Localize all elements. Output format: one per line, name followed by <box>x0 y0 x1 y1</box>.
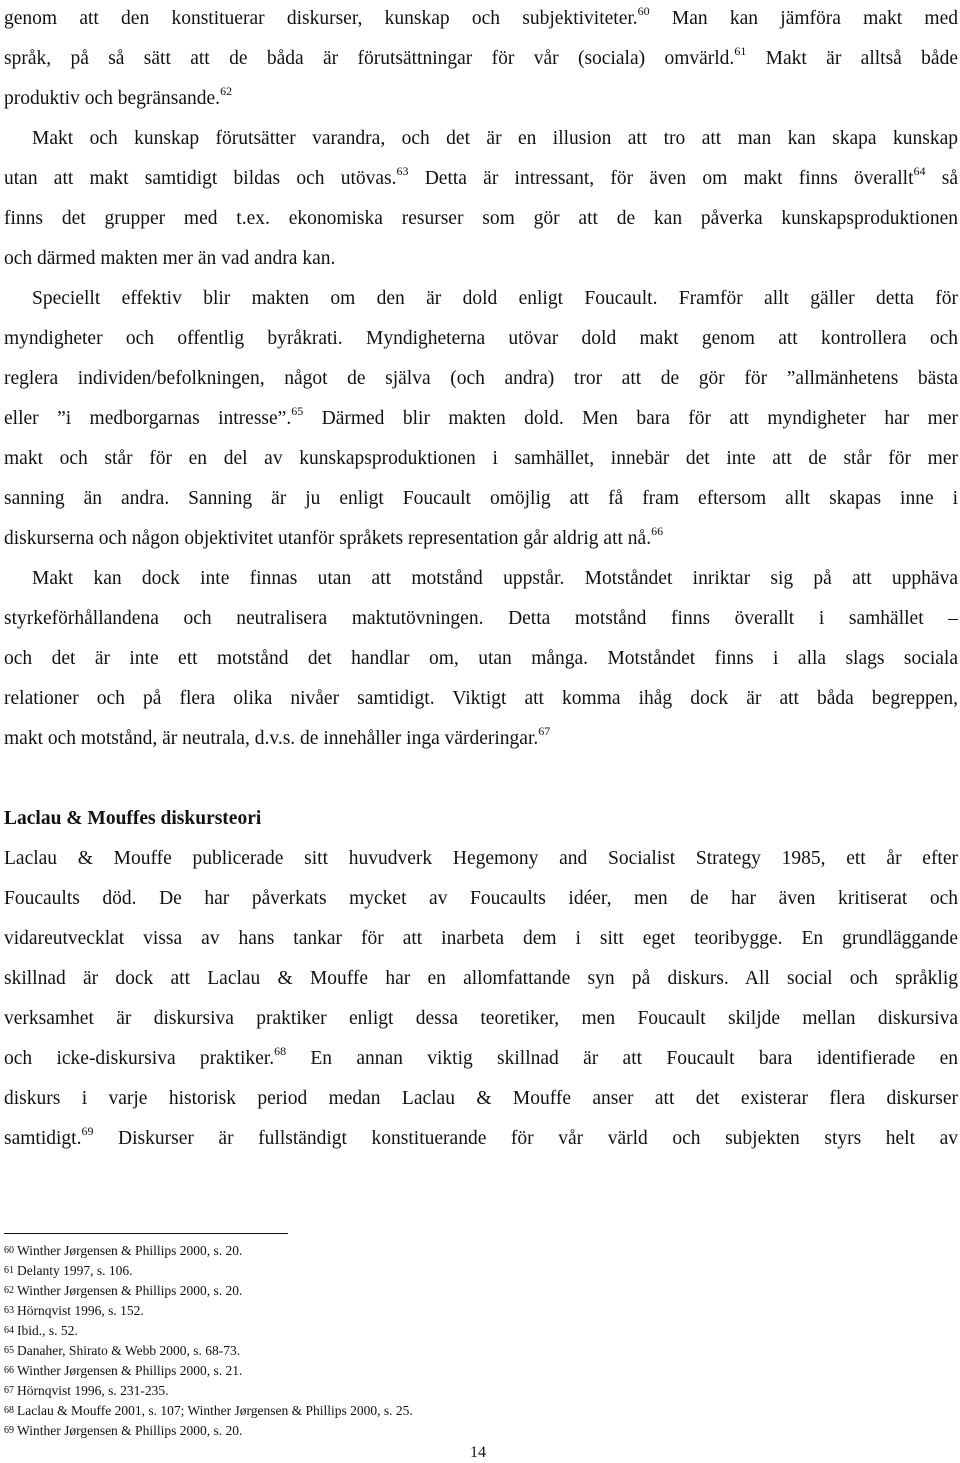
body-line: produktiv och begränsande.$^{62}$ <box>4 84 233 109</box>
footnote: 67 Hörnqvist 1996, s. 231-235. <box>4 1383 169 1398</box>
footnote: 60 Winther Jørgensen & Phillips 2000, s. 20. <box>4 1243 243 1258</box>
body-line: skillnad är dock att Laclau & Mouffe har en allomfattande syn på diskurs. All social och språklig <box>4 968 958 989</box>
section-heading: Laclau & Mouffes diskursteori <box>4 808 262 829</box>
footnote-ref[interactable]: 65 <box>291 404 304 418</box>
body-line: och det är inte ett motstånd det handlar om, utan många. Motståndet finns i alla slags sociala <box>4 648 958 669</box>
body-line: makt och motstånd, är neutrala, d.v.s. de innehåller inga värderingar.$^{67}$ <box>4 724 551 749</box>
body-line: finns det grupper med t.ex. ekonomiska resurser som gör att de kan påverka kunskapsproduktionen <box>4 208 958 229</box>
body-line: Foucaults död. De har påverkats mycket av Foucaults idéer, men de har även kritiserat och <box>4 888 958 909</box>
paragraph-first-line: Speciellt effektiv blir makten om den är dold enligt Foucault. Framför allt gäller detta för <box>32 288 958 309</box>
footnote-ref[interactable]: 66 <box>651 524 664 538</box>
body-line: vidareutvecklat vissa av hans tankar för att inarbeta dem i sitt eget teoribygge. En grundläggande <box>4 928 958 949</box>
footnote-ref[interactable]: 67 <box>538 724 551 738</box>
body-line: genom att den konstituerar diskurser, kunskap och subjektiviteter.$^{60}$ Man kan jämföra makt med <box>4 4 958 29</box>
body-line: styrkeförhållandena och neutralisera maktutövningen. Detta motstånd finns överallt i samhället – <box>4 608 958 629</box>
body-line: makt och står för en del av kunskapsproduktionen i samhället, innebär det inte att de står för mer <box>4 448 958 469</box>
footnote: 63 Hörnqvist 1996, s. 152. <box>4 1303 144 1318</box>
footnote-ref[interactable]: 64 <box>913 164 926 178</box>
footnote: 66 Winther Jørgensen & Phillips 2000, s. 21. <box>4 1363 243 1378</box>
body-line: diskurs i varje historisk period medan Laclau & Mouffe anser att det existerar flera diskurser <box>4 1088 958 1109</box>
body-line: verksamhet är diskursiva praktiker enligt dessa teoretiker, men Foucault skiljde mellan diskursiva <box>4 1008 958 1029</box>
footnote-ref[interactable]: 60 <box>637 4 650 18</box>
body-line: språk, på så sätt att de båda är förutsättningar för vår (sociala) omvärld.$^{61}$ Makt är alltså både <box>4 44 958 69</box>
footnote: 62 Winther Jørgensen & Phillips 2000, s. 20. <box>4 1283 243 1298</box>
footnote-ref[interactable]: 63 <box>396 164 409 178</box>
body-line: eller ”i medborgarnas intresse”.$^{65}$ Därmed blir makten dold. Men bara för att myndigheter har mer <box>4 404 958 429</box>
body-line: relationer och på flera olika nivåer samtidigt. Viktigt att komma ihåg dock är att båda begreppen, <box>4 688 958 709</box>
footnote: 64 Ibid., s. 52. <box>4 1323 78 1338</box>
body-line: diskurserna och någon objektivitet utanför språkets representation går aldrig att nå.$^{66}$ <box>4 524 664 549</box>
body-line: och därmed makten mer än vad andra kan. <box>4 248 336 269</box>
footnote-ref[interactable]: 68 <box>274 1044 287 1058</box>
footnote-separator <box>4 1233 288 1234</box>
footnote: 65 Danaher, Shirato & Webb 2000, s. 68-73. <box>4 1343 241 1358</box>
body-line: Laclau & Mouffe publicerade sitt huvudverk Hegemony and Socialist Strategy 1985, ett år efter <box>4 848 958 869</box>
footnote: 69 Winther Jørgensen & Phillips 2000, s. 20. <box>4 1423 243 1438</box>
footnote-ref[interactable]: 61 <box>734 44 747 58</box>
footnote: 61 Delanty 1997, s. 106. <box>4 1263 133 1278</box>
body-line: reglera individen/befolkningen, något de själva (och andra) tror att de gör för ”allmänhetens bästa <box>4 368 958 389</box>
paragraph-first-line: Makt och kunskap förutsätter varandra, och det är en illusion att tro att man kan skapa kunskap <box>32 128 958 149</box>
footnote: 68 Laclau & Mouffe 2001, s. 107; Winther Jørgensen & Phillips 2000, s. 25. <box>4 1403 413 1418</box>
body-line: sanning än andra. Sanning är ju enligt Foucault omöjlig att få fram eftersom allt skapas inne i <box>4 488 958 509</box>
footnote-ref[interactable]: 69 <box>81 1124 94 1138</box>
body-line: myndigheter och offentlig byråkrati. Myndigheterna utövar dold makt genom att kontrollera och <box>4 328 958 349</box>
paragraph-first-line: Makt kan dock inte finnas utan att motstånd uppstår. Motståndet inriktar sig på att upphäva <box>32 568 958 589</box>
page-number: 14 <box>470 1444 486 1461</box>
footnote-ref[interactable]: 62 <box>220 84 233 98</box>
body-line: och icke-diskursiva praktiker.$^{68}$ En annan viktig skillnad är att Foucault bara identifierade en <box>4 1044 958 1069</box>
body-line: utan att makt samtidigt bildas och utövas.$^{63}$ Detta är intressant, för även om makt finns överallt$^{64}$ så <box>4 164 958 189</box>
body-line: samtidigt.$^{69}$ Diskurser är fullständigt konstituerande för vår värld och subjekten styrs helt av <box>4 1124 958 1149</box>
